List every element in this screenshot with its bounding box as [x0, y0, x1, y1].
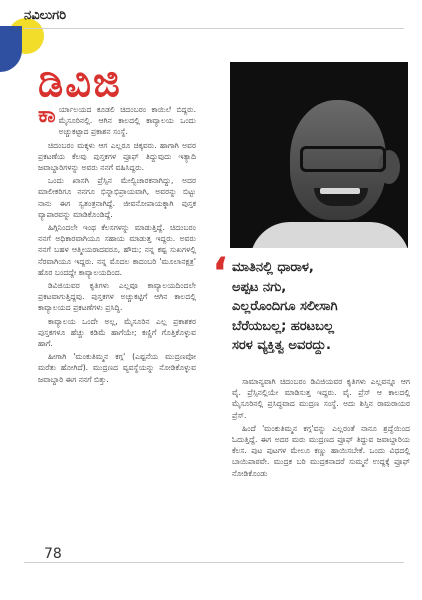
section-label: ನವಿಲುಗರಿ: [24, 8, 67, 23]
quote-line: ಮಾತಿನಲ್ಲಿ ಧಾರಾಳ,: [232, 260, 314, 275]
paragraph: ಹೀಗಾಗಿ 'ಮಂಕುತಿಮ್ಮನ ಕಗ್ಗ' (ಎಷ್ಟನೆಯ ಮುದ್ರಣವೋ ಮರೆತು ಹೋಗಿದೆ). ಮುದ್ರಣದ ವ್ಯವಸ್ಥೆಯನ್ನು ನೋಡಿಕೊಳ್ಳುವ ಜವಾಬ್ದಾರಿ ಈಗ ನನಗೆ ಬಿತ್ತು.: [38, 352, 196, 384]
paragraph: ಸಾಮಾನ್ಯವಾಗಿ ಚಿದಂಬರಂ ಡಿವಿಜಿಯವರ ಕೃತಿಗಳು ಎಲ್ಲವನ್ನೂ ಆಗ ವೈ. ಪ್ರೆಸ್ಸಿನಲ್ಲಿಯೇ ಮಾಡಿಸುತ್ತ ಇದ್ದರು. ವೈ. ಪ್ರೆಸ್ ಆ ಕಾಲದಲ್ಲಿ ಮೈಸೂರಿನಲ್ಲಿ ಪ್ರಸಿದ್ಧವಾದ ಮುದ್ರಣ ಸಂಸ್ಥೆ. ಅದು ಶಿಸ್ತಿನ ರಾಮರಾಯರ ಪ್ರೆಸ್.: [232, 377, 410, 420]
dropcap: ಕಾ: [38, 103, 56, 128]
paragraph: ಡಿವಿಜಿಯವರ ಕೃತಿಗಳು ಎಲ್ಲವೂ ಕಾವ್ಯಾಲಯದಿಂದಲೇ ಪ್ರಕಟವಾಗುತ್ತಿದ್ದವು. ಪುಸ್ತಕಗಳ ಅಚ್ಚುಕಟ್ಟಿಗೆ ಆಗಿನ ಕಾಲದಲ್ಲಿ ಕಾವ್ಯಾಲಯದ ಪ್ರಕಟಣೆಗಳು ಪ್ರಸಿದ್ಧಿ.: [38, 281, 196, 313]
footer-rule: [24, 562, 404, 563]
paragraph: ರ್ಯಾಲಯದ ಕೂಡಲಿ ಚಿದಂಬರಂ ಕಾಯಿಲೆ ಬಿದ್ದರು. ಮೈಸೂರಿನಲ್ಲಿ. ಆಗಿನ ಕಾಲದಲ್ಲಿ ಕಾವ್ಯಾಲಯ ಒಂದು ಅಚ್ಚುಕಟ್ಟಾದ ಪ್ರಕಾಶನ ಸಂಸ್ಥೆ.: [58, 105, 196, 137]
photo-shirt: [250, 222, 408, 248]
quote-line: ಸರಳ ವ್ಯಕ್ತಿತ್ವ ಅವರದ್ದು.: [232, 338, 331, 353]
page-number: 78: [44, 546, 62, 562]
decorative-blue-tab: [0, 26, 22, 72]
pull-quote: [232, 258, 410, 356]
quote-line: ಅಪ್ಪಟ ನಗು,: [232, 279, 287, 295]
portrait-photo: [230, 62, 408, 248]
paragraph: ಕಾವ್ಯಾಲಯ ಒಂದೇ ಅಲ್ಲ, ಮೈಸೂರಿನ ಎಲ್ಲ ಪ್ರಕಾಶಕರ ಪುಸ್ತಕಗಳೂ ಹೆಚ್ಚು ಕಡಿಮೆ ಹಾಗೆಯೇ; ಕಣ್ಣಿಗೆ ಗೊತ್ತಿಕೊಳ್ಳುವ ಹಾಗೆ.: [38, 316, 196, 349]
paragraph: ಒಂದು ಖಾಸಗಿ ಪ್ರೆಸ್ಸಿನ ಮೇಲ್ವಿಚಾರಕನಾಗಿದ್ದು, ಅದರ ಮಾಲೀಕರಿಗೂ ನನಗೂ ಭಿನ್ನಾಭಿಪ್ರಾಯವಾಗಿ, ಅವರನ್ನು ಬಿಟ್ಟು ನಾನು ಈಗ ಸ್ವತಂತ್ರನಾಗಿದ್ದೆ. ಜೀವನೋಪಾಯಕ್ಕಾಗಿ ಪುಸ್ತಕ ವ್ಯಾಪಾರವನ್ನು ಮಾಡಿಕೊಂಡಿದ್ದೆ.: [38, 176, 196, 219]
header-rule: [24, 28, 404, 29]
article-title: ಡಿವಿಜಿ: [38, 60, 122, 106]
left-column-text: [38, 104, 196, 387]
photo-glasses: [300, 146, 386, 172]
paragraph: ಚಿದಂಬರಂ ಮಕ್ಕಳು ಆಗ ಎಲ್ಲರೂ ಚಿಕ್ಕವರು. ಹಾಗಾಗಿ ಅವರ ಪ್ರಕಟಣೆಯ ಕೆಲವು ಪುಸ್ತಕಗಳ ಪ್ರೂಫ್ ತಿದ್ದುವುದು ಇತ್ಯಾದಿ ಜವಾಬ್ದಾರಿಗಳನ್ನು ಅವರು ನನಗೆ ವಹಿಸಿದ್ದರು.: [38, 140, 196, 173]
quote-line: ಎಲ್ಲರೊಂದಿಗೂ ಸಲೀಸಾಗಿ: [232, 299, 338, 314]
quote-line: ಬೆರೆಯಬಲ್ಲ; ಹರಟಬಲ್ಲ: [232, 318, 334, 334]
quote-mark-icon: ‘: [212, 248, 228, 297]
photo-teeth: [320, 188, 360, 194]
right-column-text: [232, 376, 410, 481]
paragraph: ಹಿಗ್ಗಿನಿಂದಲೇ ಇಂಥ ಕೆಲಸಗಳನ್ನು ಮಾಡುತ್ತಿದ್ದೆ. ಚಿದಂಬರಂ ನನಗೆ ಅಧಿಕಾರವಾಗಿಯೂ ಸಹಾಯ ಮಾಡುತ್ತ ಇದ್ದರು. ಅವರು ನನಗೆ ಬಹಳ ಆತ್ಮೀಯರಾದವರೂ, ಹೌದು; ನನ್ನ ಕಷ್ಟ ಸುಖಗಳಲ್ಲಿ ನೆರವಾಗಿಯೂ ಇದ್ದರು. ನನ್ನ ಮೊದಲ ಕಾದಂಬರಿ 'ಮೂಲಾನಕ್ಷತ್ರ' ಹೊರ ಬಂದದ್ದೇ ಕಾವ್ಯಾಲಯದಿಂದ.: [38, 223, 196, 277]
paragraph: ಹಿಂದೆ 'ಮಂಕುತಿಮ್ಮನ ಕಗ್ಗ'ವನ್ನು ಎಲ್ಲರಂತೆ ನಾನೂ ಶ್ರದ್ಧೆಯಿಂದ ಓದುತ್ತಿದ್ದೆ. ಈಗ ಅದರ ಮರು ಮುದ್ರಣದ ಪ್ರೂಫ್ ತಿದ್ದುವ ಜವಾಬ್ದಾರಿಯ ಕೆಲಸ. ಪುಟ ಪುಟಗಳ ಮೇಲೂ ಕಣ್ಣು ಹಾಯಿಸಬೇಕೆ. ಒಂದು ವಿಧದಲ್ಲಿ ಬಾಯಿಪಾಠವೇ. ಮುದ್ರಕ ಬರಿ ಮುದ್ರಕನಾದರೆ ಸುಮ್ಮನೆ ಉದ್ದಕ್ಕೆ ಪ್ರೂಫ್ ನೋಡಿಕೊಂಡು: [232, 423, 410, 478]
